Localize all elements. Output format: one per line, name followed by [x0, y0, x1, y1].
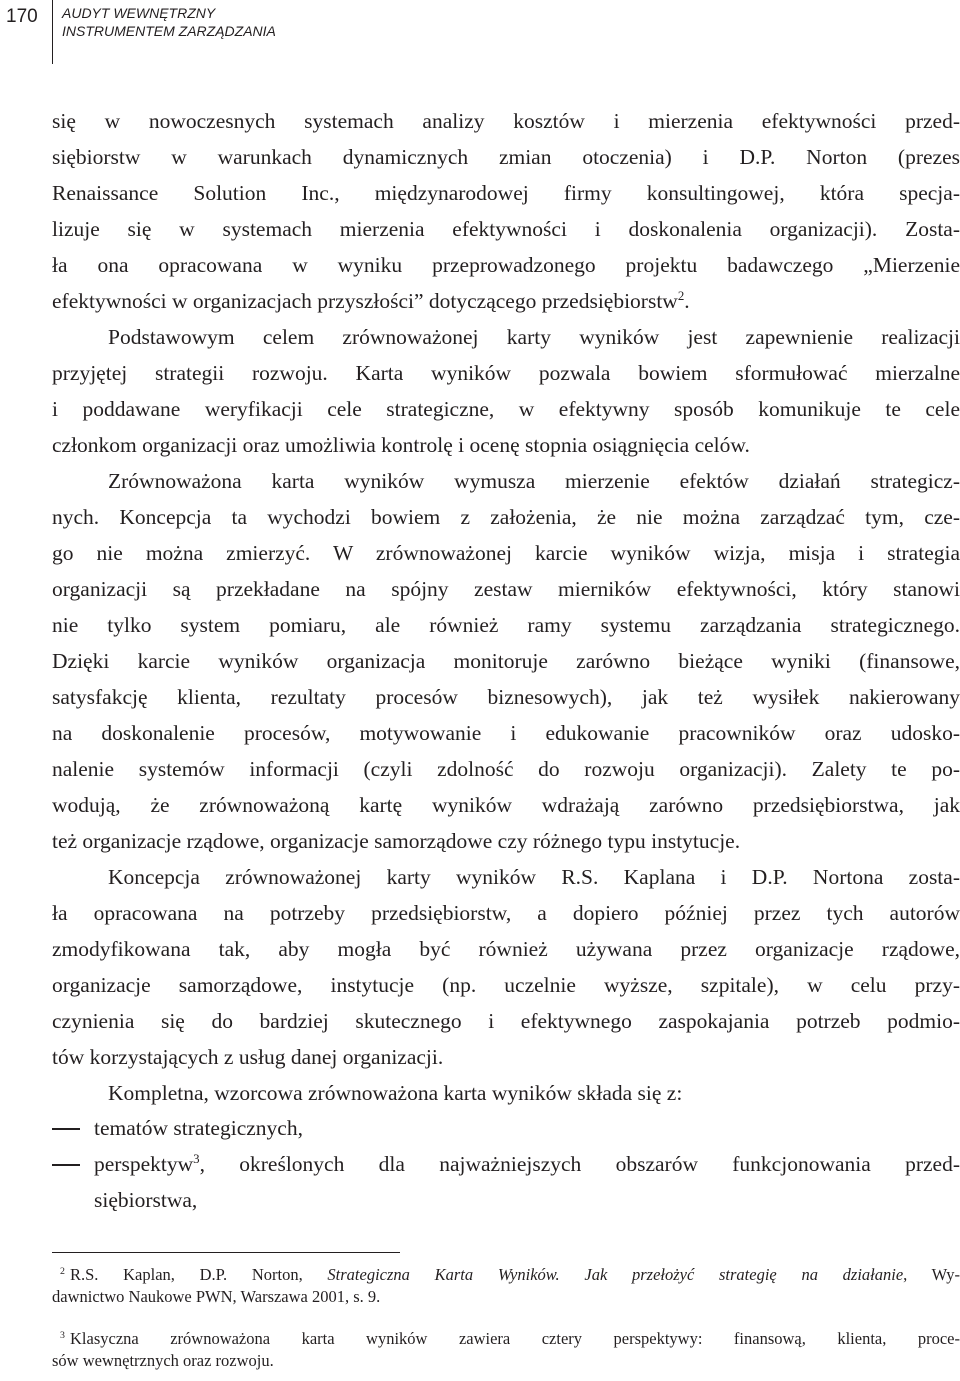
body-line: wodują, że zrównoważoną kartę wyników wdrażają zarówno przedsiębiorstwa, jak [52, 793, 960, 817]
footnote-2: 2 R.S. Kaplan, D.P. Norton, Strategiczna Karta Wyników. Jak przełożyć strategię na działanie, Wy- dawnictwo Naukowe PWN, Warszawa 2001, s. 9. [52, 1265, 960, 1306]
list-dash [52, 1164, 80, 1166]
body-line: organizacji są przekładane na spójny zestaw mierników efektywności, który stanowi [52, 577, 960, 601]
body-line: lizuje się w systemach mierzenia efektywności i doskonalenia organizacji). Zosta- [52, 217, 960, 241]
body-line: przyjętej strategii rozwoju. Karta wyników pozwala bowiem sformułować mierzalne [52, 361, 960, 385]
body-line: siębiorstw w warunkach dynamicznych zmian otoczenia) i D.P. Norton (prezes [52, 145, 960, 169]
body-line: nie tylko system pomiaru, ale również ramy systemu zarządzania strategicznego. [52, 613, 960, 637]
body-line: Koncepcja zrównoważonej karty wyników R.S. Kaplana i D.P. Nortona zosta- [108, 865, 960, 889]
body-line: efektywności w organizacjach przyszłości” dotyczącego przedsiębiorstw$^2$. [52, 288, 690, 313]
footnote-3: 3 Klasyczna zrównoważona karta wyników zawiera cztery perspektywy: finansową, klienta, proce- sów wewnętrznych oraz rozwoju. [52, 1329, 960, 1370]
body-line: członkom organizacji oraz umożliwia kontrolę i ocenę stopnia osiągnięcia celów. [52, 433, 750, 457]
body-line: też organizacje rządowe, organizacje samorządowe czy różnego typu instytucje. [52, 829, 741, 853]
body-line: i poddawane weryfikacji cele strategiczne, w efektywny sposób komunikuje te cele [52, 397, 960, 421]
body-line: Podstawowym celem zrównoważonej karty wyników jest zapewnienie realizacji [108, 325, 960, 349]
footnote-rule [52, 1252, 400, 1253]
body-line: ła ona opracowana w wyniku przeprowadzonego projektu badawczego „Mierzenie [52, 253, 960, 277]
body-line: nych. Koncepcja ta wychodzi bowiem z założenia, że nie można zarządzać tym, cze- [52, 505, 960, 529]
running-head [62, 4, 276, 40]
body-line: nalenie systemów informacji (czyli zdolność do rozwoju organizacji). Zalety te po- [52, 757, 960, 781]
body-line: czynienia się do bardziej skutecznego i efektywnego zaspokajania potrzeb podmio- [52, 1009, 960, 1033]
body-line: na doskonalenie procesów, motywowanie i edukowanie pracowników oraz udosko- [52, 721, 960, 745]
body-line: satysfakcję klienta, rezultaty procesów biznesowych), jak też wysiłek nakierowany [52, 685, 960, 709]
footnote-ref: 2 [677, 288, 685, 303]
running-head-line-2: INSTRUMENTEM ZARZĄDZANIA [62, 23, 276, 39]
body-line: Dzięki karcie wyników organizacja monitoruje zarówno bieżące wyniki (finansowe, [52, 649, 960, 673]
page-number: 170 [6, 6, 38, 27]
body-line: zmodyfikowana tak, aby mogła być również używana przez organizacje rządowe, [52, 937, 960, 961]
body-line: Renaissance Solution Inc., międzynarodowej firmy konsultingowej, która specja- [52, 181, 960, 205]
body-line: ła opracowana na potrzeby przedsiębiorstw, a dopiero później przez tych autorów [52, 901, 960, 925]
body-line: go nie można zmierzyć. W zrównoważonej karcie wyników wizja, misja i strategia [52, 541, 960, 565]
body-line: Kompletna, wzorcowa zrównoważona karta wyników składa się z: [108, 1081, 683, 1105]
body-line: tów korzystających z usług danej organizacji. [52, 1045, 444, 1069]
body-line: organizacje samorządowe, instytucje (np. uczelnie wyższe, szpitale), w celu przy- [52, 973, 960, 997]
list-item: perspektyw$^3$, określonych dla najważniejszych obszarów funkcjonowania przed- [94, 1151, 960, 1176]
body-line: się w nowoczesnych systemach analizy kosztów i mierzenia efektywności przed- [52, 109, 960, 133]
page-header [0, 0, 960, 66]
header-divider [52, 0, 53, 64]
body-line: Zrównoważona karta wyników wymusza mierzenie efektów działań strategicz- [108, 469, 960, 493]
running-head-line-1: AUDYT WEWNĘTRZNY [62, 5, 216, 21]
list-item-continuation: siębiorstwa, [94, 1188, 198, 1212]
list-dash [52, 1128, 80, 1130]
list-item: tematów strategicznych, [94, 1116, 303, 1140]
